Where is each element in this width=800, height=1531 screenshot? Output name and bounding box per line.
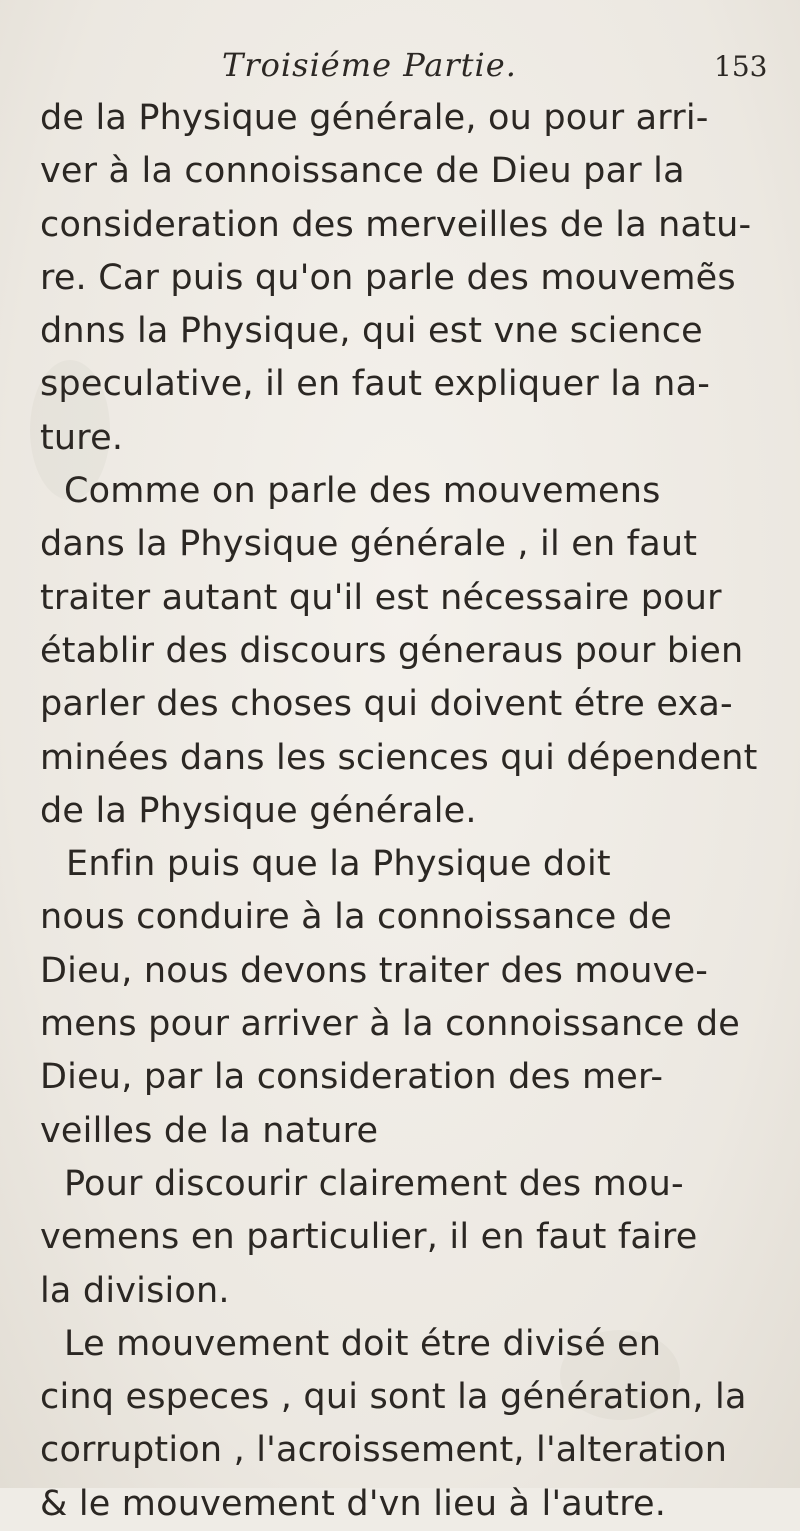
text-line: re. Car puis qu'on parle des mouvemẽs [40,257,736,298]
running-title: Troisiéme Partie. [222,46,517,84]
text-line: veilles de la nature [40,1110,379,1151]
text-line: établir des discours géneraus pour bien [40,630,744,671]
text-line: mens pour arriver à la connoissance de [40,1004,740,1045]
text-line: vemens en particulier, il en faut faire [40,1217,698,1258]
text-line: Dieu, par la consideration des mer- [40,1057,664,1098]
text-line: ture. [40,417,124,458]
body-text [40,92,790,1531]
text-line: minées dans les sciences qui dépendent [40,737,758,778]
text-line: Dieu, nous devons traiter des mouve- [40,950,709,991]
text-line: nous conduire à la connoissance de [40,897,672,938]
text-line: dans la Physique générale , il en faut [40,524,698,565]
text-line: traiter autant qu'il est nécessaire pour [40,577,722,618]
text-line: consideration des merveilles de la natu- [40,204,752,245]
text-line: de la Physique générale. [40,790,477,831]
paragraph-start-line: Pour discourir clairement des mou- [64,1163,684,1204]
text-line: ver à la connoissance de Dieu par la [40,151,685,192]
text-line: dnns la Physique, qui est vne science [40,311,703,352]
text-line: la division. [40,1270,230,1311]
text-line: de la Physique générale, ou pour arri- [40,98,709,138]
text-line: speculative, il en faut expliquer la na- [40,364,711,405]
paragraph-start-line: Le mouvement doit étre divisé en [64,1323,662,1364]
paragraph-start-line: Comme on parle des mouvemens [64,471,661,512]
text-line: parler des choses qui doivent étre exa- [40,684,733,725]
page-header [0,46,800,94]
page-number: 153 [714,50,768,83]
text-line: & le mouvement d'vn lieu à l'autre. [40,1483,667,1524]
paragraph-start-line: Enfin puis que la Physique doit [66,844,611,885]
text-line: cinq especes , qui sont la génération, la [40,1377,747,1418]
text-line: corruption , l'acroissement, l'alteration [40,1430,728,1471]
